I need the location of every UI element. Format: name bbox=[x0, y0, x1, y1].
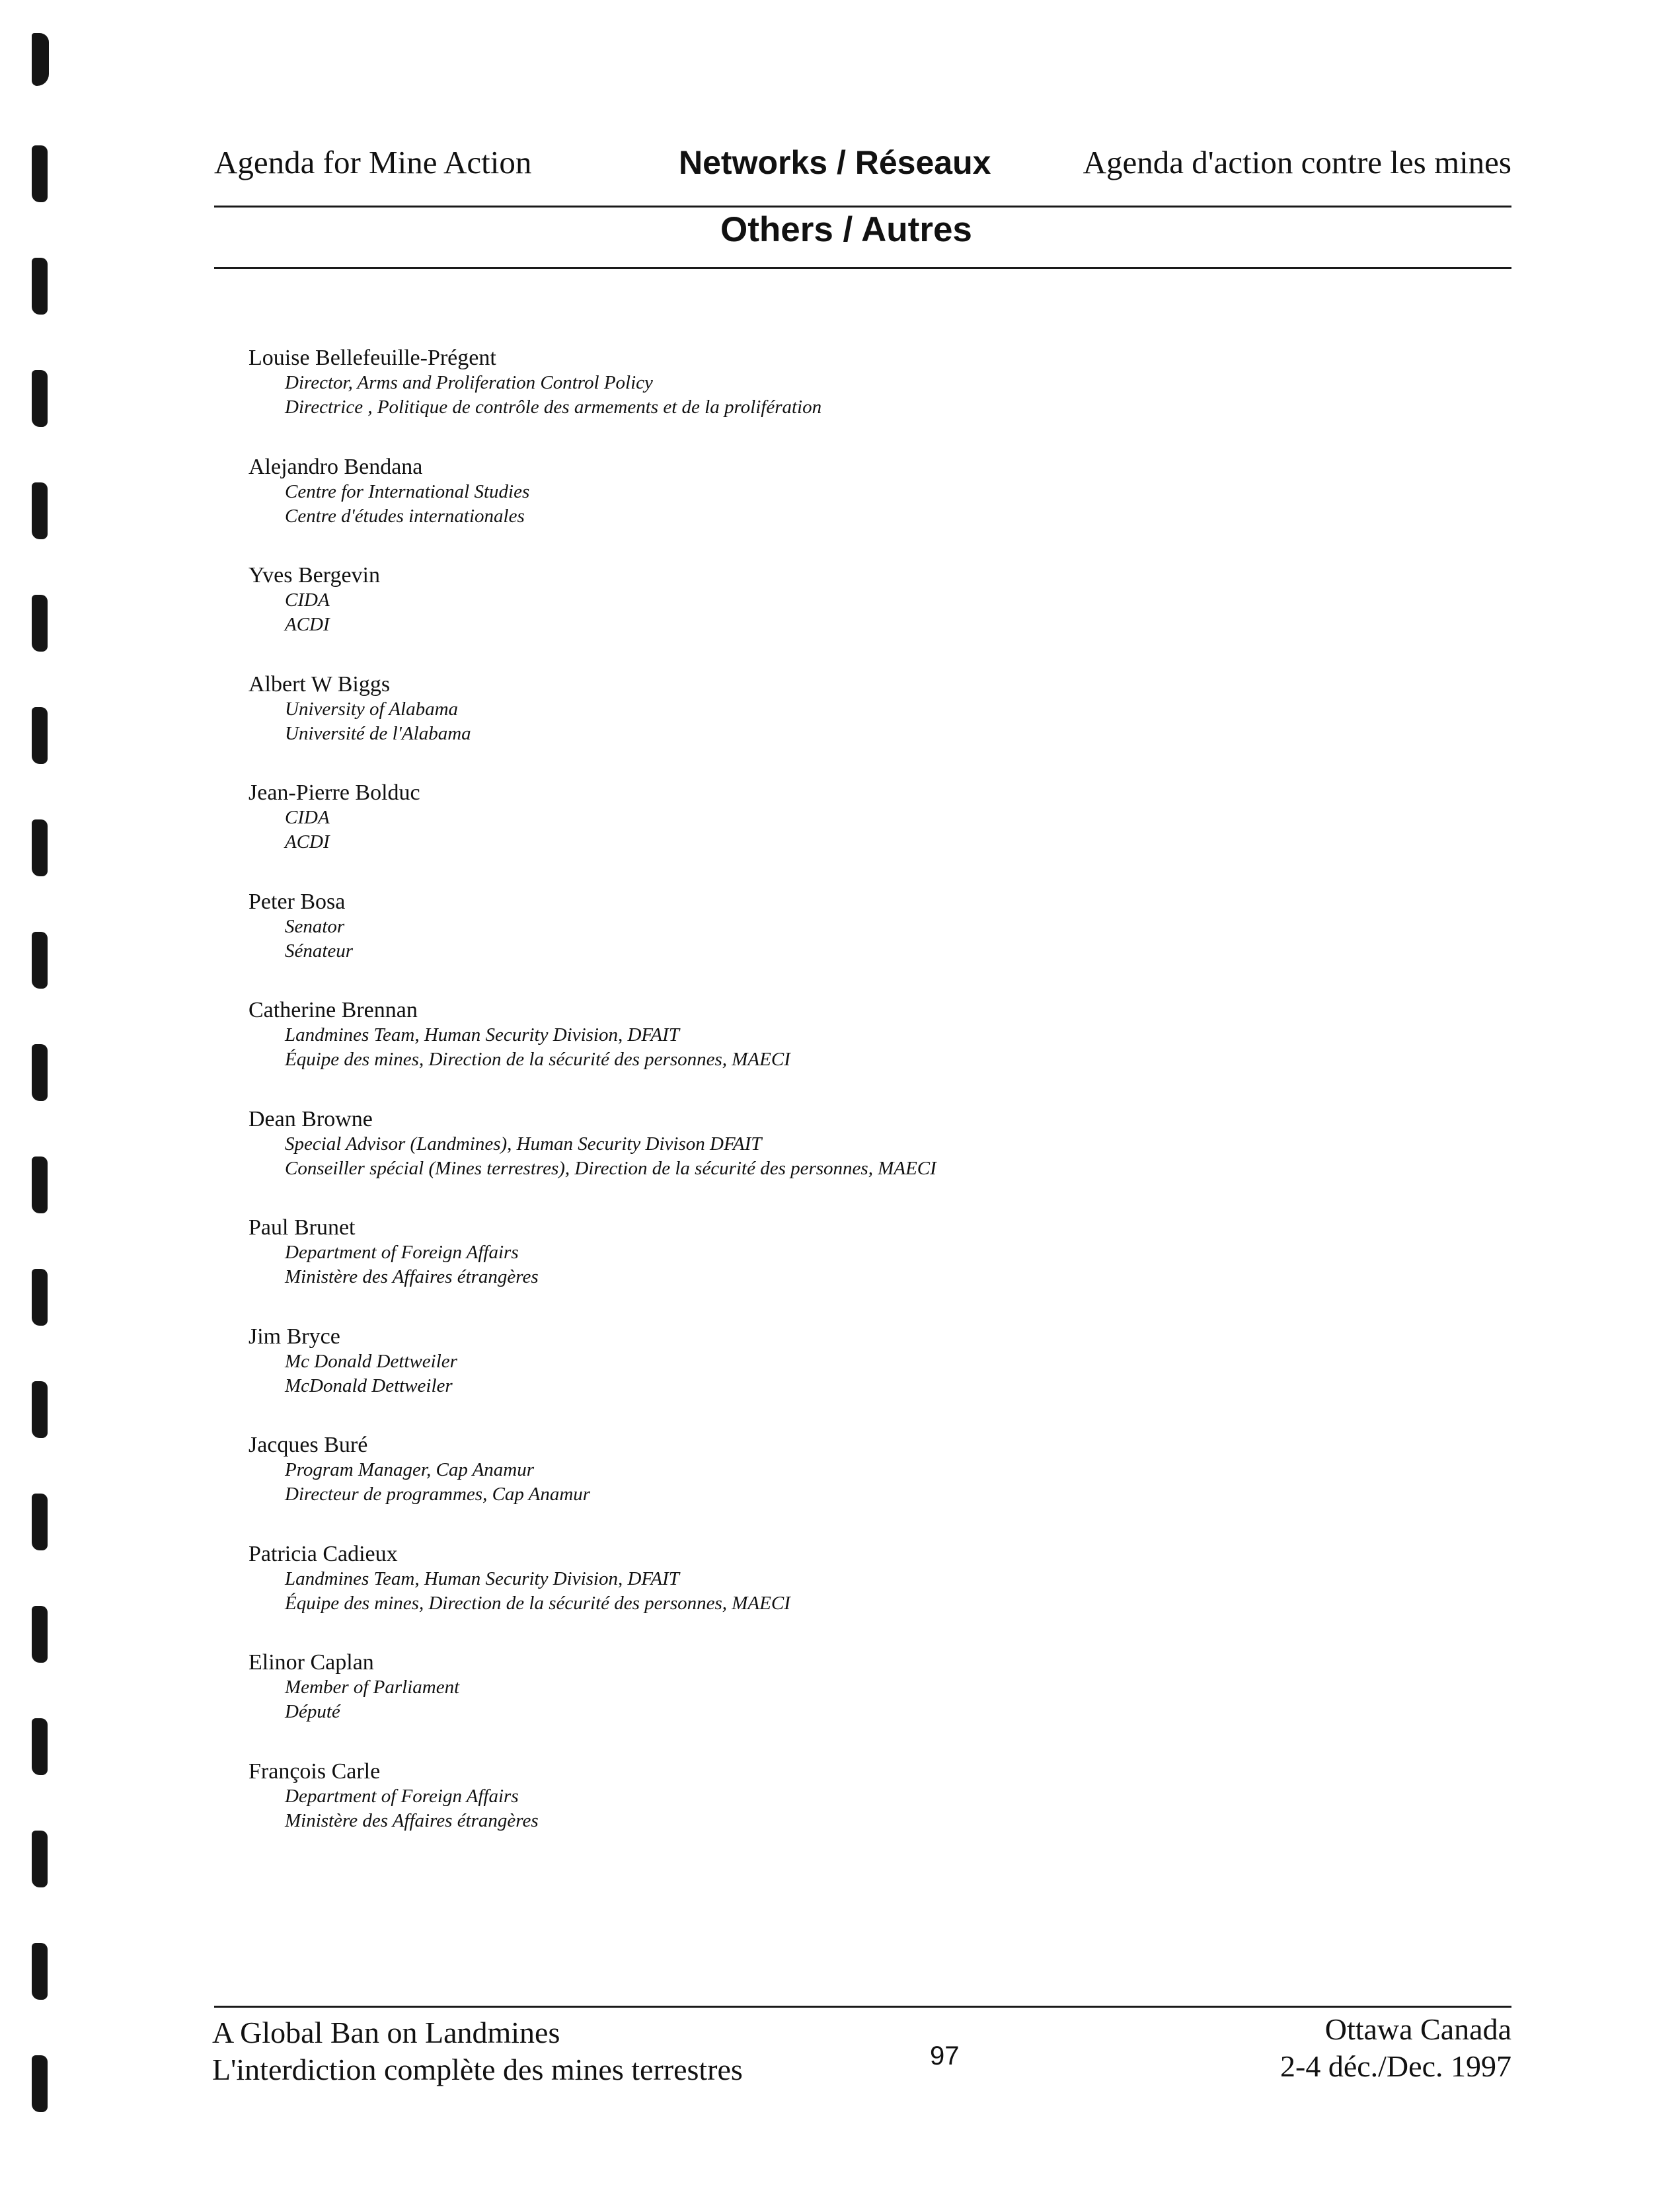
participant-affiliation-fr: Centre d'études internationales bbox=[285, 505, 525, 527]
list-item bbox=[248, 1433, 1438, 1542]
list-item bbox=[248, 1759, 1438, 1868]
binder-hole bbox=[32, 145, 48, 202]
participant-affiliation-fr: Sénateur bbox=[285, 940, 354, 962]
participant-affiliation-en: Mc Donald Dettweiler bbox=[285, 1350, 457, 1372]
list-item bbox=[248, 1324, 1438, 1433]
participant-affiliation-fr: Équipe des mines, Direction de la sécurité des personnes, MAECI bbox=[285, 1049, 790, 1070]
participant-name: Jim Bryce bbox=[248, 1324, 340, 1349]
header-center: Networks / Réseaux bbox=[679, 144, 991, 181]
binder-hole bbox=[32, 932, 48, 989]
participant-affiliation-fr: Ministère des Affaires étrangères bbox=[285, 1266, 539, 1287]
section-rule bbox=[214, 267, 1511, 269]
participant-affiliation-en: Department of Foreign Affairs bbox=[285, 1242, 519, 1263]
participant-affiliation-en: Senator bbox=[285, 915, 345, 937]
participant-affiliation-en: Department of Foreign Affairs bbox=[285, 1785, 519, 1807]
participant-affiliation-fr: ACDI bbox=[285, 614, 330, 635]
binder-hole bbox=[32, 2055, 48, 2112]
binder-hole bbox=[32, 595, 48, 652]
participant-affiliation-fr: Équipe des mines, Direction de la sécurité des personnes, MAECI bbox=[285, 1592, 790, 1614]
list-item bbox=[248, 1215, 1438, 1324]
participant-affiliation-fr: Conseiller spécial (Mines terrestres), Direction de la sécurité des personnes, MAECI bbox=[285, 1157, 936, 1179]
list-item bbox=[248, 455, 1438, 564]
footer-right bbox=[1280, 2011, 1511, 2085]
participant-name: Jacques Buré bbox=[248, 1433, 368, 1457]
binder-hole bbox=[32, 1381, 48, 1438]
list-item bbox=[248, 998, 1438, 1107]
participant-list bbox=[248, 346, 1438, 1868]
binder-holes bbox=[19, 26, 58, 2168]
binder-hole bbox=[32, 1831, 48, 1887]
participant-name: Patricia Cadieux bbox=[248, 1541, 398, 1566]
list-item bbox=[248, 672, 1438, 781]
binder-hole bbox=[32, 370, 48, 427]
footer-location: Ottawa Canada bbox=[1324, 2012, 1511, 2046]
list-item bbox=[248, 346, 1438, 455]
participant-affiliation-fr: ACDI bbox=[285, 831, 330, 853]
participant-affiliation-en: CIDA bbox=[285, 589, 330, 611]
participant-name: Yves Bergevin bbox=[248, 563, 380, 588]
binder-hole bbox=[32, 1044, 48, 1101]
participant-affiliation-fr: Directeur de programmes, Cap Anamur bbox=[285, 1484, 591, 1505]
participant-name: Louise Bellefeuille-Prégent bbox=[248, 346, 496, 370]
binder-hole bbox=[32, 482, 48, 539]
participant-affiliation-en: Program Manager, Cap Anamur bbox=[285, 1459, 535, 1480]
participant-affiliation-en: Landmines Team, Human Security Division, DFAIT bbox=[285, 1568, 679, 1589]
footer-rule bbox=[214, 2006, 1511, 2008]
participant-name: Elinor Caplan bbox=[248, 1650, 374, 1675]
participant-affiliation-en: Centre for International Studies bbox=[285, 480, 530, 502]
section-title: Others / Autres bbox=[720, 210, 972, 249]
participant-affiliation-en: Director, Arms and Proliferation Control Policy bbox=[285, 372, 653, 393]
participant-affiliation-en: Member of Parliament bbox=[285, 1677, 460, 1698]
header-right: Agenda d'action contre les mines bbox=[1083, 144, 1511, 180]
participant-name: François Carle bbox=[248, 1759, 381, 1784]
participant-name: Catherine Brennan bbox=[248, 998, 418, 1022]
participant-name: Peter Bosa bbox=[248, 889, 346, 914]
list-item bbox=[248, 1650, 1438, 1759]
binder-hole bbox=[32, 1943, 48, 2000]
participant-affiliation-fr: McDonald Dettweiler bbox=[285, 1375, 453, 1396]
binder-hole bbox=[32, 1606, 48, 1663]
participant-name: Albert W Biggs bbox=[248, 671, 391, 697]
list-item bbox=[248, 1107, 1438, 1216]
binder-hole bbox=[32, 1157, 48, 1213]
list-item bbox=[248, 780, 1438, 890]
list-item bbox=[248, 890, 1438, 999]
participant-name: Dean Browne bbox=[248, 1106, 373, 1131]
footer-title-fr: L'interdiction complète des mines terrestres bbox=[212, 2053, 743, 2086]
footer-title-en: A Global Ban on Landmines bbox=[212, 2016, 560, 2049]
binder-hole bbox=[32, 819, 48, 876]
participant-affiliation-en: Special Advisor (Landmines), Human Security Divison DFAIT bbox=[285, 1133, 762, 1155]
binder-hole bbox=[32, 258, 48, 315]
participant-affiliation-fr: Directrice , Politique de contrôle des armements et de la prolifération bbox=[285, 397, 822, 418]
binder-hole bbox=[32, 33, 49, 86]
page-number: 97 bbox=[930, 2041, 960, 2070]
binder-hole bbox=[32, 707, 48, 764]
list-item bbox=[248, 1542, 1438, 1651]
header-rule bbox=[214, 206, 1511, 208]
binder-hole bbox=[32, 1718, 48, 1775]
header-left: Agenda for Mine Action bbox=[214, 144, 532, 180]
participant-name: Paul Brunet bbox=[248, 1215, 356, 1240]
participant-affiliation-fr: Député bbox=[285, 1701, 340, 1722]
footer-left bbox=[212, 2014, 743, 2088]
footer-dates: 2-4 déc./Dec. 1997 bbox=[1280, 2049, 1511, 2083]
participant-name: Jean-Pierre Bolduc bbox=[248, 780, 420, 805]
binder-hole bbox=[32, 1269, 48, 1326]
participant-affiliation-en: University of Alabama bbox=[285, 698, 459, 720]
binder-hole bbox=[32, 1494, 48, 1550]
participant-affiliation-en: CIDA bbox=[285, 807, 330, 828]
participant-affiliation-en: Landmines Team, Human Security Division, DFAIT bbox=[285, 1024, 679, 1045]
list-item bbox=[248, 563, 1438, 672]
participant-affiliation-fr: Université de l'Alabama bbox=[285, 722, 471, 744]
participant-name: Alejandro Bendana bbox=[248, 454, 423, 479]
participant-affiliation-fr: Ministère des Affaires étrangères bbox=[285, 1809, 539, 1831]
